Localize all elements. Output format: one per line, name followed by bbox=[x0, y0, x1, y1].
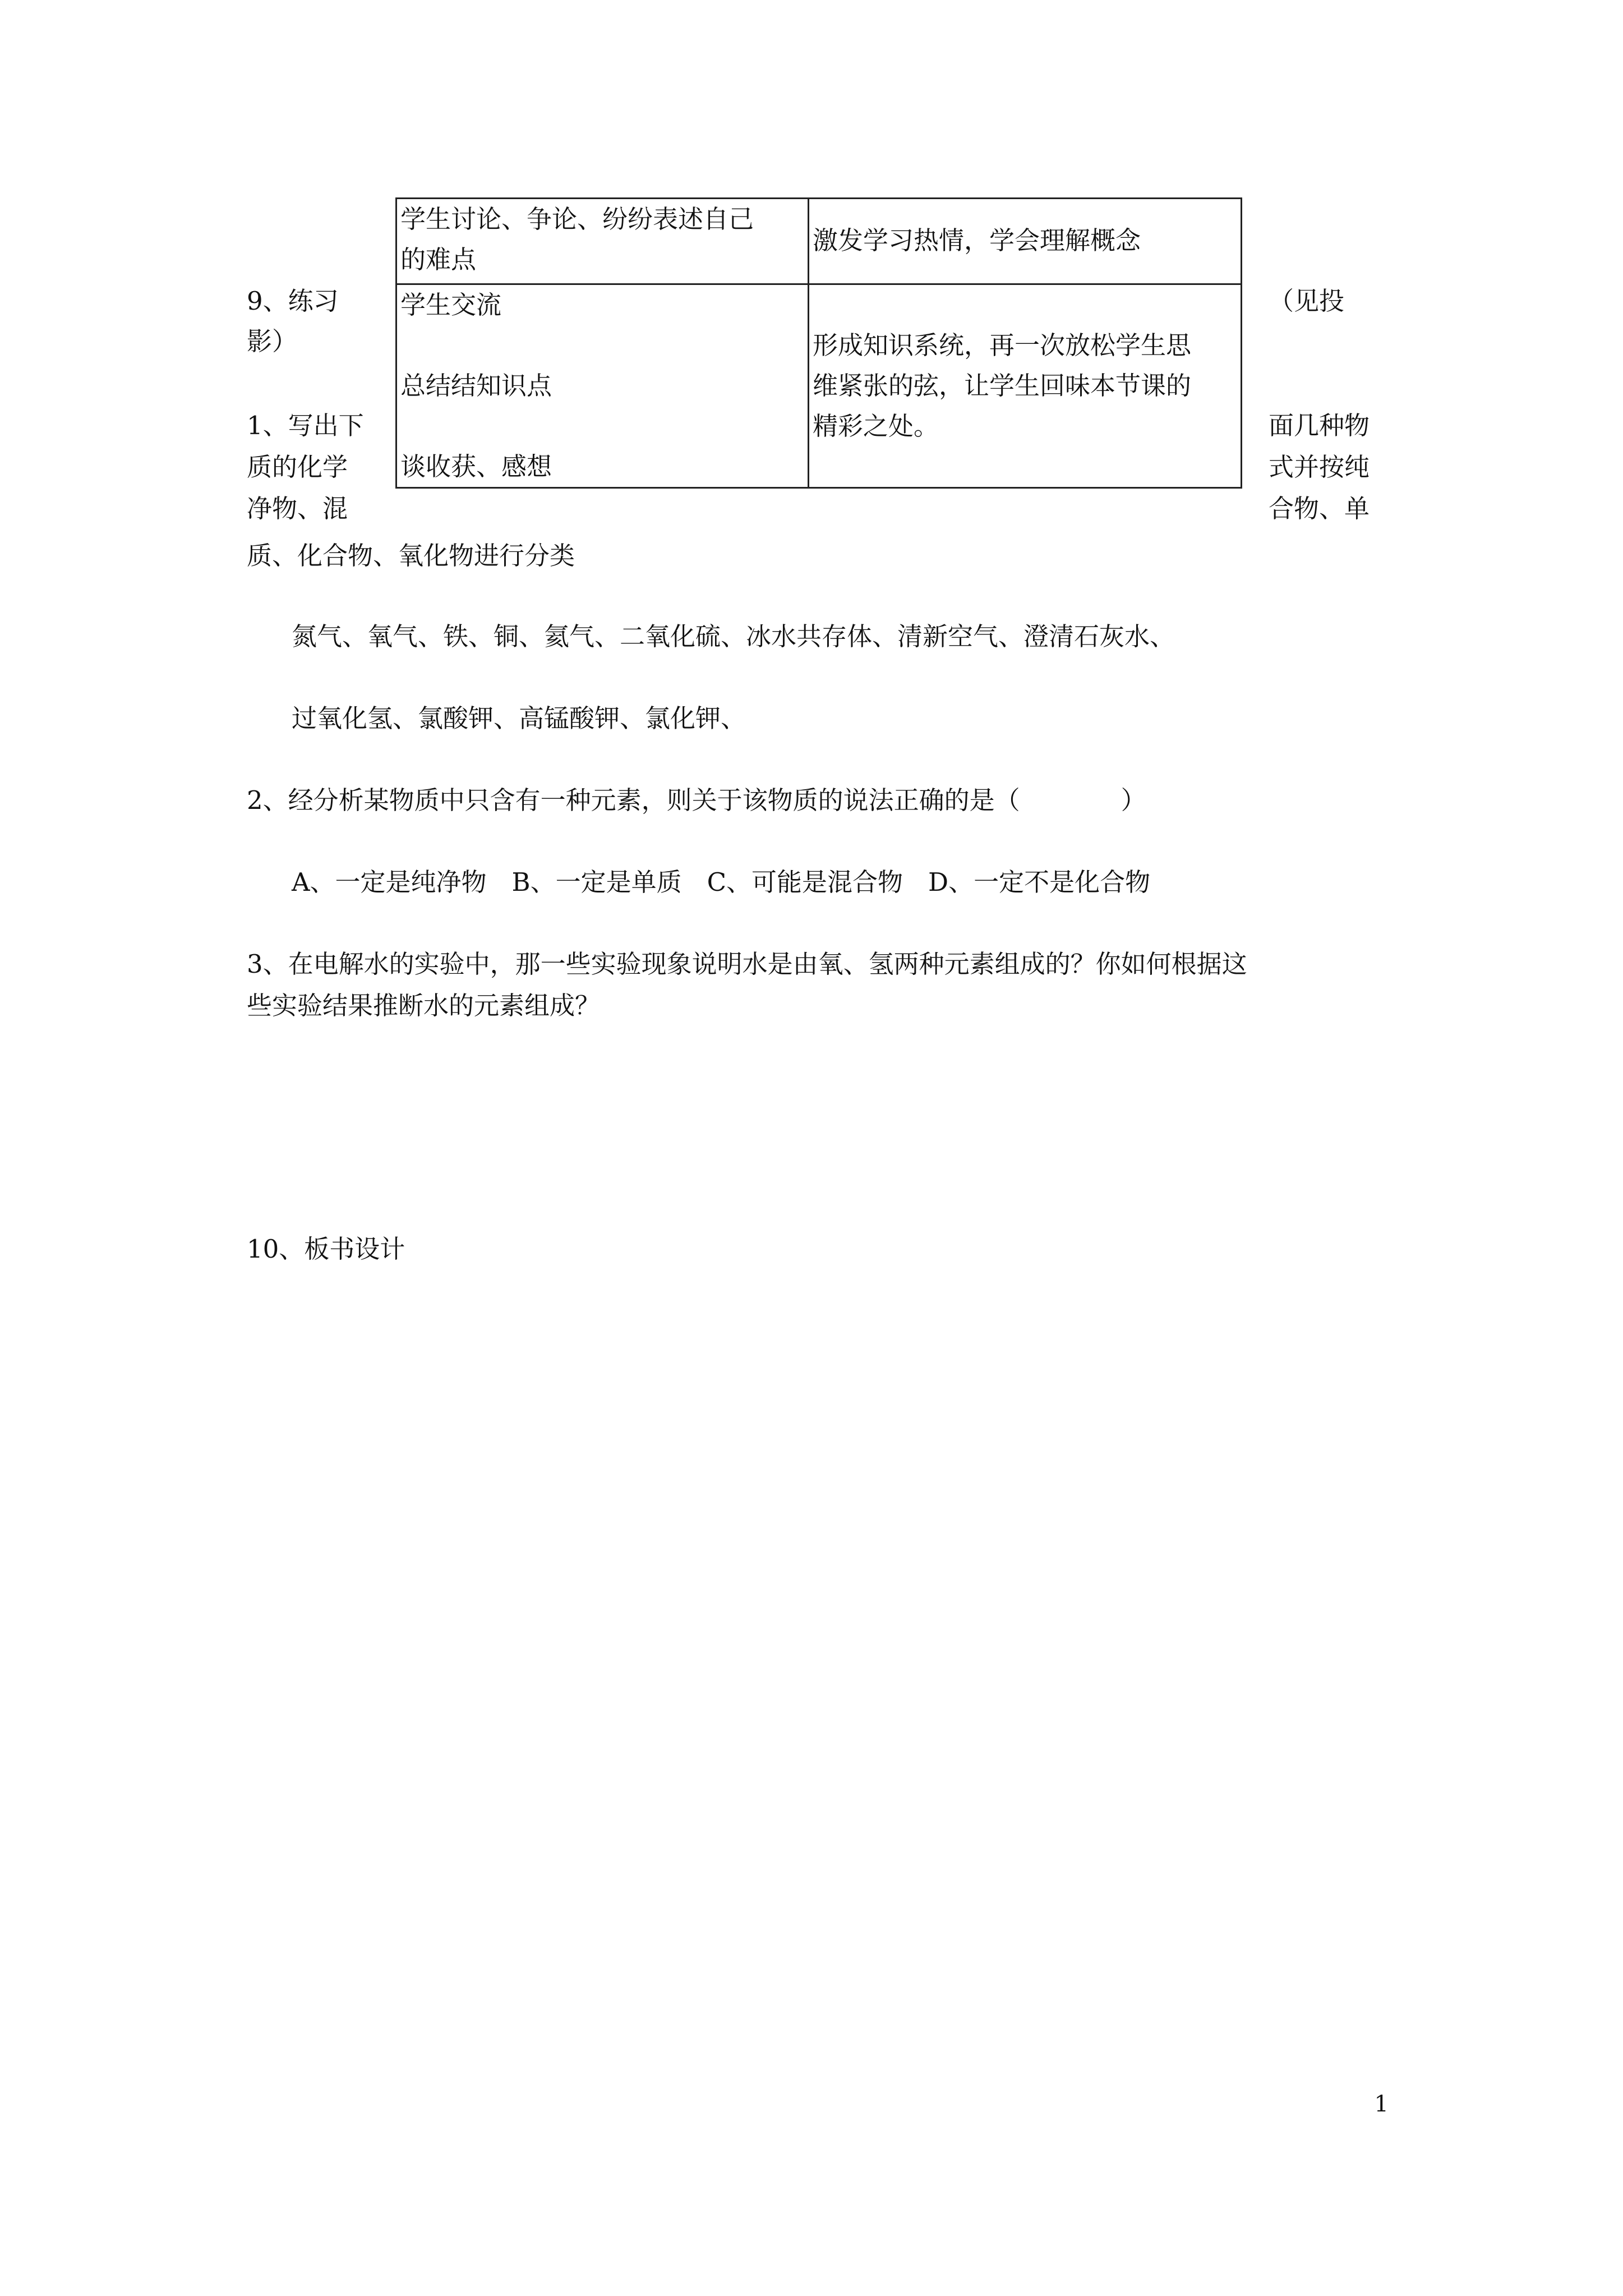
table-cell-student-activity bbox=[396, 199, 809, 284]
question-1-text: 合物、单 bbox=[1269, 494, 1370, 523]
question-1-text: 质、化合物、氧化物进行分类 bbox=[247, 541, 575, 570]
question-1-text: 式并按纯 bbox=[1269, 452, 1370, 482]
section-10-heading: 10、板书设计 bbox=[247, 1234, 405, 1264]
question-1-text: 面几种物 bbox=[1269, 411, 1370, 440]
question-1-items: 氮气、氧气、铁、铜、氦气、二氧化硫、冰水共存体、清新空气、澄清石灰水、 bbox=[292, 622, 1175, 651]
cell-text: 激发学习热情，学会理解概念 bbox=[813, 226, 1141, 255]
section-9-text: 影） bbox=[247, 326, 298, 356]
cell-text: 精彩之处。 bbox=[813, 411, 939, 441]
cell-text: 形成知识系统，再一次放松学生思 bbox=[813, 330, 1192, 360]
question-1-text: 质的化学 bbox=[247, 452, 348, 482]
question-2-stem: 2、经分析某物质中只含有一种元素，则关于该物质的说法正确的是（ ） bbox=[247, 785, 1146, 815]
page-number: 1 bbox=[1374, 2091, 1389, 2117]
section-9-text: （见投 bbox=[1269, 286, 1345, 316]
question-1-text: 净物、混 bbox=[247, 494, 348, 523]
question-3-text: 些实验结果推断水的元素组成？ bbox=[247, 991, 601, 1020]
cell-text: 维紧张的弦，让学生回味本节课的 bbox=[813, 371, 1192, 401]
question-2-options: A、一定是纯净物 B、一定是单质 C、可能是混合物 D、一定不是化合物 bbox=[292, 867, 1151, 897]
table-cell-design-intent bbox=[809, 199, 1242, 284]
cell-text: 学生讨论、争论、纷纷表述自己 bbox=[400, 204, 754, 234]
lesson-table bbox=[395, 197, 1242, 489]
table-row bbox=[396, 284, 1242, 488]
cell-text: 谈收获、感想 bbox=[400, 452, 552, 481]
question-1-items: 过氧化氢、氯酸钾、高锰酸钾、氯化钾、 bbox=[292, 703, 746, 733]
cell-text: 总结结知识点 bbox=[400, 371, 552, 401]
section-9-heading: 9、练习 bbox=[247, 286, 339, 316]
table-row bbox=[396, 199, 1242, 284]
cell-text: 学生交流 bbox=[400, 290, 502, 320]
table-cell-design-intent bbox=[809, 284, 1242, 488]
question-1-text: 1、写出下 bbox=[247, 411, 364, 440]
cell-text: 的难点 bbox=[400, 245, 477, 274]
question-3-text: 3、在电解水的实验中，那一些实验现象说明水是由氧、氢两种元素组成的？你如何根据这 bbox=[247, 949, 1247, 979]
table-cell-student-activity bbox=[396, 284, 809, 488]
